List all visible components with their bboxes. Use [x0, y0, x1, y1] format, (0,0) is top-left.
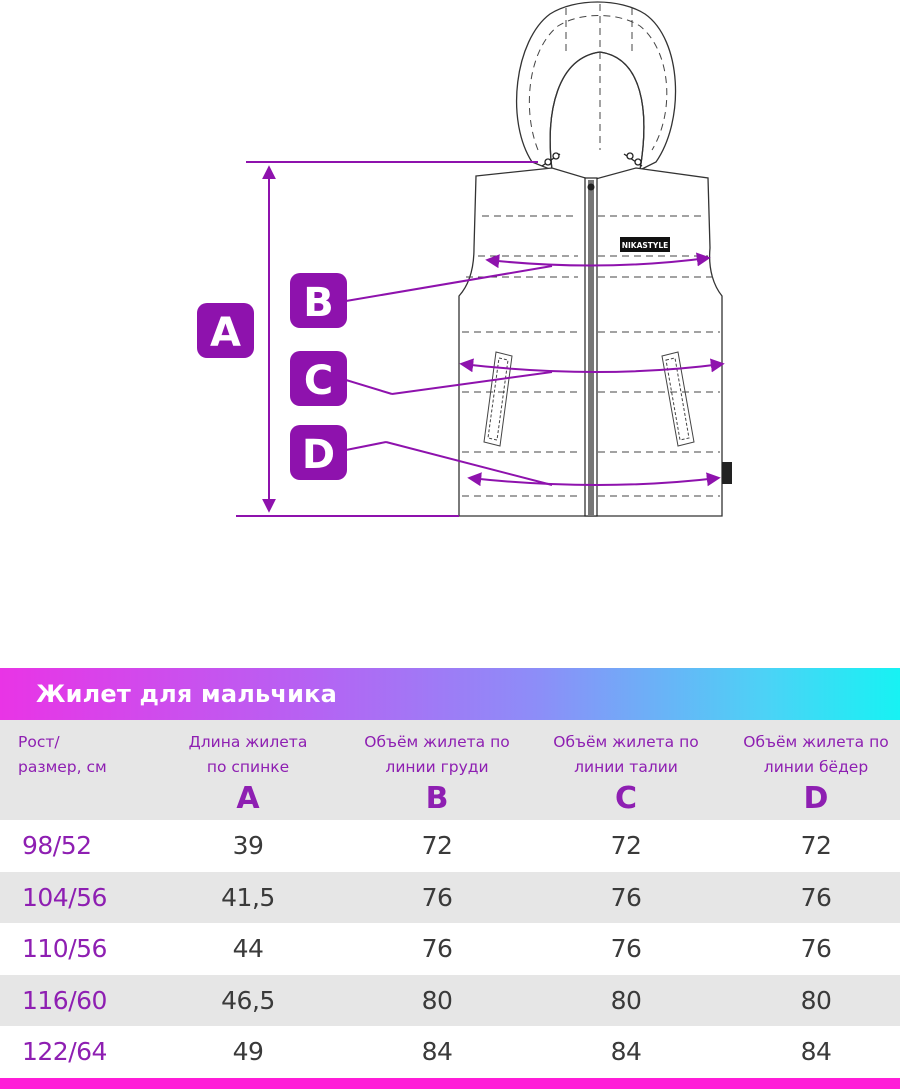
cell-waist: 76: [610, 882, 642, 912]
header-waist-letter: C: [614, 781, 638, 816]
badge-c: [290, 351, 347, 406]
cell-waist: 80: [610, 985, 642, 1015]
table-row: [0, 975, 900, 1027]
table-title-bar: [0, 668, 900, 720]
table-row: [0, 923, 900, 975]
cell-hips: 76: [800, 882, 832, 912]
cell-hips: 80: [800, 985, 832, 1015]
cell-length: 41,5: [221, 882, 275, 912]
cell-chest: 72: [421, 831, 453, 860]
header-length-label: Длина жилета по спинке: [188, 733, 308, 776]
brand-label: NIKASTYLE: [621, 241, 669, 250]
bottom-accent-bar: [0, 1078, 900, 1089]
drawcord-toggles: [542, 153, 642, 166]
cell-size: 110/56: [22, 934, 107, 963]
header-length-letter: A: [236, 781, 260, 816]
table-row: [0, 872, 900, 924]
header-size-label: Рост/ размер, см: [18, 733, 107, 776]
badge-c-letter: C: [303, 358, 334, 404]
badge-a: [197, 303, 254, 358]
cell-hips: 84: [800, 1037, 832, 1066]
cell-hips: 76: [800, 934, 832, 963]
table-row: [0, 820, 900, 872]
cell-size: 104/56: [22, 882, 107, 912]
cell-length: 39: [232, 831, 264, 860]
badge-d: [290, 425, 347, 480]
badge-b-letter: B: [303, 280, 334, 326]
table-header: [0, 720, 900, 820]
table-row: [0, 1026, 900, 1078]
cell-waist: 84: [610, 1037, 642, 1066]
header-length: [150, 720, 346, 820]
cell-size: 122/64: [22, 1037, 107, 1066]
header-hips: [724, 720, 900, 820]
header-waist-label: Объём жилета по линии талии: [553, 733, 699, 776]
brand-patch: [620, 237, 670, 252]
cell-size: 98/52: [22, 831, 92, 860]
badge-d-letter: D: [301, 432, 336, 478]
header-chest: [346, 720, 528, 820]
side-tab: [722, 462, 732, 484]
header-hips-letter: D: [803, 781, 829, 816]
badge-b: [290, 273, 347, 328]
table-title: Жилет для мальчика: [36, 680, 337, 708]
zipper: [585, 178, 597, 516]
cell-length: 49: [232, 1037, 264, 1066]
header-size: [0, 720, 150, 820]
cell-chest: 80: [421, 985, 453, 1015]
cell-hips: 72: [800, 831, 832, 860]
header-waist: [528, 720, 724, 820]
cell-waist: 76: [610, 934, 642, 963]
badge-a-letter: A: [210, 310, 241, 356]
header-chest-label: Объём жилета по линии груди: [364, 733, 510, 776]
cell-chest: 76: [421, 882, 453, 912]
header-chest-letter: B: [425, 781, 449, 816]
cell-waist: 72: [610, 831, 642, 860]
cell-length: 46,5: [221, 985, 275, 1015]
cell-size: 116/60: [22, 985, 107, 1015]
cell-length: 44: [232, 934, 264, 963]
header-hips-label: Объём жилета по линии бёдер: [743, 733, 889, 776]
cell-chest: 76: [421, 934, 453, 963]
cell-chest: 84: [421, 1037, 453, 1066]
